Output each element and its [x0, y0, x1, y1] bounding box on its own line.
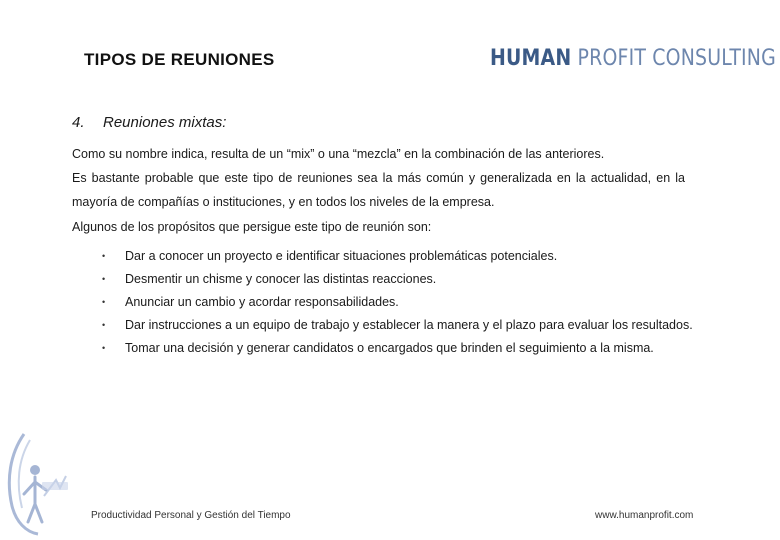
bullet-dot-icon: • [102, 343, 106, 353]
list-item-text: Dar instrucciones a un equipo de trabajo y establecer la manera y el plazo para evaluar los resultados. [125, 318, 693, 332]
bullet-dot-icon: • [102, 297, 106, 307]
section-heading-text: Reuniones mixtas: [103, 114, 227, 131]
list-item [100, 269, 700, 289]
list-item-text: Dar a conocer un proyecto e identificar situaciones problemáticas potenciales. [125, 249, 558, 263]
bullet-dot-icon: • [102, 251, 106, 261]
section-number: 4. [72, 114, 85, 131]
paragraph-2: Es bastante probable que este tipo de reuniones sea la más común y generalizada en la actualidad, en la mayoría de compañías o instituciones, y en todos los niveles de la empresa. [72, 171, 685, 209]
bullets-intro: Algunos de los propósitos que persigue este tipo de reunión son: [72, 220, 432, 234]
bullet-dot-icon: • [102, 320, 106, 330]
footer-course-title: Productividad Personal y Gestión del Tiempo [91, 510, 291, 521]
purpose-list [100, 246, 700, 361]
logo-text-profit-consulting: PROFIT CONSULTING [577, 46, 776, 71]
list-item [100, 292, 700, 312]
section-heading [72, 114, 226, 131]
list-item [100, 315, 700, 335]
paragraph-1: Como su nombre indica, resulta de un “mix” o una “mezcla” en la combinación de las anteriores. [72, 147, 605, 161]
company-logo [490, 46, 776, 71]
list-item [100, 338, 700, 358]
footer-website-link[interactable]: www.humanprofit.com [595, 510, 694, 521]
list-item-text: Tomar una decisión y generar candidatos o encargados que brinden el seguimiento a la misma. [125, 341, 654, 355]
bullet-dot-icon: • [102, 274, 106, 284]
page-title: TIPOS DE REUNIONES [84, 50, 275, 69]
list-item-text: Anunciar un cambio y acordar responsabilidades. [125, 295, 399, 309]
list-item [100, 246, 700, 266]
logo-text-human: HUMAN [490, 46, 572, 71]
human-figure-emblem-icon [4, 430, 70, 536]
list-item-text: Desmentir un chisme y conocer las distintas reacciones. [125, 272, 437, 286]
